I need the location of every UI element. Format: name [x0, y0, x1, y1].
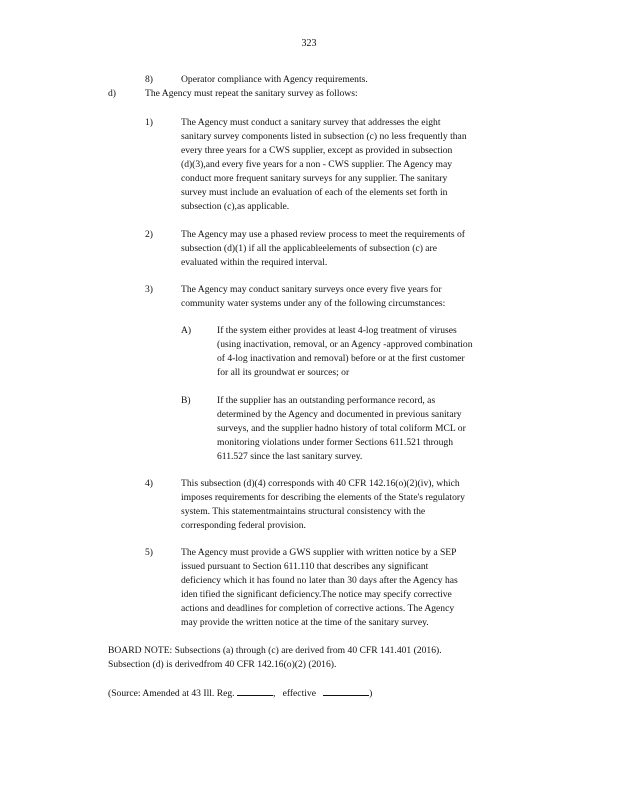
item-d3a-line: of 4-log inactivation and removal) before or at the first customer — [217, 353, 465, 364]
source-comma: , — [272, 688, 276, 699]
board-note-line: Subsection (d) is derivedfrom 40 CFR 142.16(o)(2) (2016). — [108, 659, 337, 670]
item-d3b-line: 611.527 since the last sanitary survey. — [217, 451, 363, 462]
item-d5-line: deficiency which it has found no later than 30 days after the Agency has — [181, 575, 458, 586]
item-d5-line: The Agency must provide a GWS supplier with written notice by a SEP — [181, 547, 457, 558]
item-d1-line: The Agency must conduct a sanitary survey that addresses the eight — [181, 117, 441, 128]
source-effective: effective — [282, 688, 316, 699]
item-8-text: Operator compliance with Agency requirements. — [181, 74, 368, 85]
page-number: 323 — [301, 38, 317, 49]
item-d5-line: issued pursuant to Section 611.110 that describes any significant — [181, 561, 429, 572]
effective-blank — [323, 686, 369, 696]
section-d-text: The Agency must repeat the sanitary survey as follows: — [145, 88, 358, 99]
item-d3a-line: (using inactivation, removal, or an Agency -approved combination — [217, 339, 473, 350]
item-d3-line: The Agency may conduct sanitary surveys once every five years for — [181, 284, 442, 295]
item-d1-line: survey must include an evaluation of each of the elements set forth in — [181, 187, 448, 198]
item-d3b-line: surveys, and the supplier hadno history of total coliform MCL or — [217, 423, 466, 434]
item-d3b-line: If the supplier has an outstanding performance record, as — [217, 395, 436, 406]
item-d5-line: iden tified the significant deficiency.The notice may specify corrective — [181, 589, 452, 600]
source-line — [108, 686, 372, 701]
item-d3a-label: A) — [181, 325, 192, 336]
item-d1-line: subsection (c),as applicable. — [181, 201, 290, 212]
item-d2-line: evaluated within the required interval. — [181, 257, 328, 268]
item-d2-line: The Agency may use a phased review process to meet the requirements of — [181, 229, 465, 240]
item-d3b-line: determined by the Agency and documented in previous sanitary — [217, 409, 462, 420]
source-suffix: ) — [369, 688, 373, 699]
item-d2-label: 2) — [145, 229, 153, 240]
item-d1-line: sanitary survey components listed in subsection (c) no less frequently than — [181, 131, 467, 142]
board-note-line: BOARD NOTE: Subsections (a) through (c) are derived from 40 CFR 141.401 (2016). — [108, 645, 442, 656]
item-d4-line: This subsection (d)(4) corresponds with 40 CFR 142.16(o)(2)(iv), which — [181, 478, 460, 489]
item-d5-line: may provide the written notice at the time of the sanitary survey. — [181, 617, 429, 628]
item-d1-line: every three years for a CWS supplier, except as provided in subsection — [181, 145, 453, 156]
item-d1-label: 1) — [145, 117, 153, 128]
item-d5-line: actions and deadlines for completion of corrective actions. The Agency — [181, 603, 455, 614]
reg-blank — [237, 686, 273, 696]
item-d3-line: community water systems under any of the following circumstances: — [181, 298, 446, 309]
item-d3-label: 3) — [145, 284, 153, 295]
item-d4-line: corresponding federal provision. — [181, 520, 306, 531]
item-d3a-line: If the system either provides at least 4-log treatment of viruses — [217, 325, 457, 336]
item-d5-label: 5) — [145, 547, 153, 558]
item-d1-line: conduct more frequent sanitary surveys for any supplier. The sanitary — [181, 173, 448, 184]
item-d3b-line: monitoring violations under former Sections 611.521 through — [217, 437, 453, 448]
item-d3b-label: B) — [181, 395, 191, 406]
item-d1-line: (d)(3),and every five years for a non - CWS supplier. The Agency may — [181, 159, 453, 170]
section-d-label: d) — [108, 88, 116, 99]
item-d3a-line: for all its groundwat er sources; or — [217, 367, 350, 378]
item-d4-label: 4) — [145, 478, 153, 489]
item-d4-line: system. This statementmaintains structural consistency with the — [181, 506, 426, 517]
item-d4-line: imposes requirements for describing the elements of the State's regulatory — [181, 492, 465, 503]
item-d2-line: subsection (d)(1) if all the applicableelements of subsection (c) are — [181, 243, 438, 254]
source-prefix: (Source: Amended at 43 Ill. Reg. — [108, 688, 235, 699]
item-8-label: 8) — [145, 74, 153, 85]
